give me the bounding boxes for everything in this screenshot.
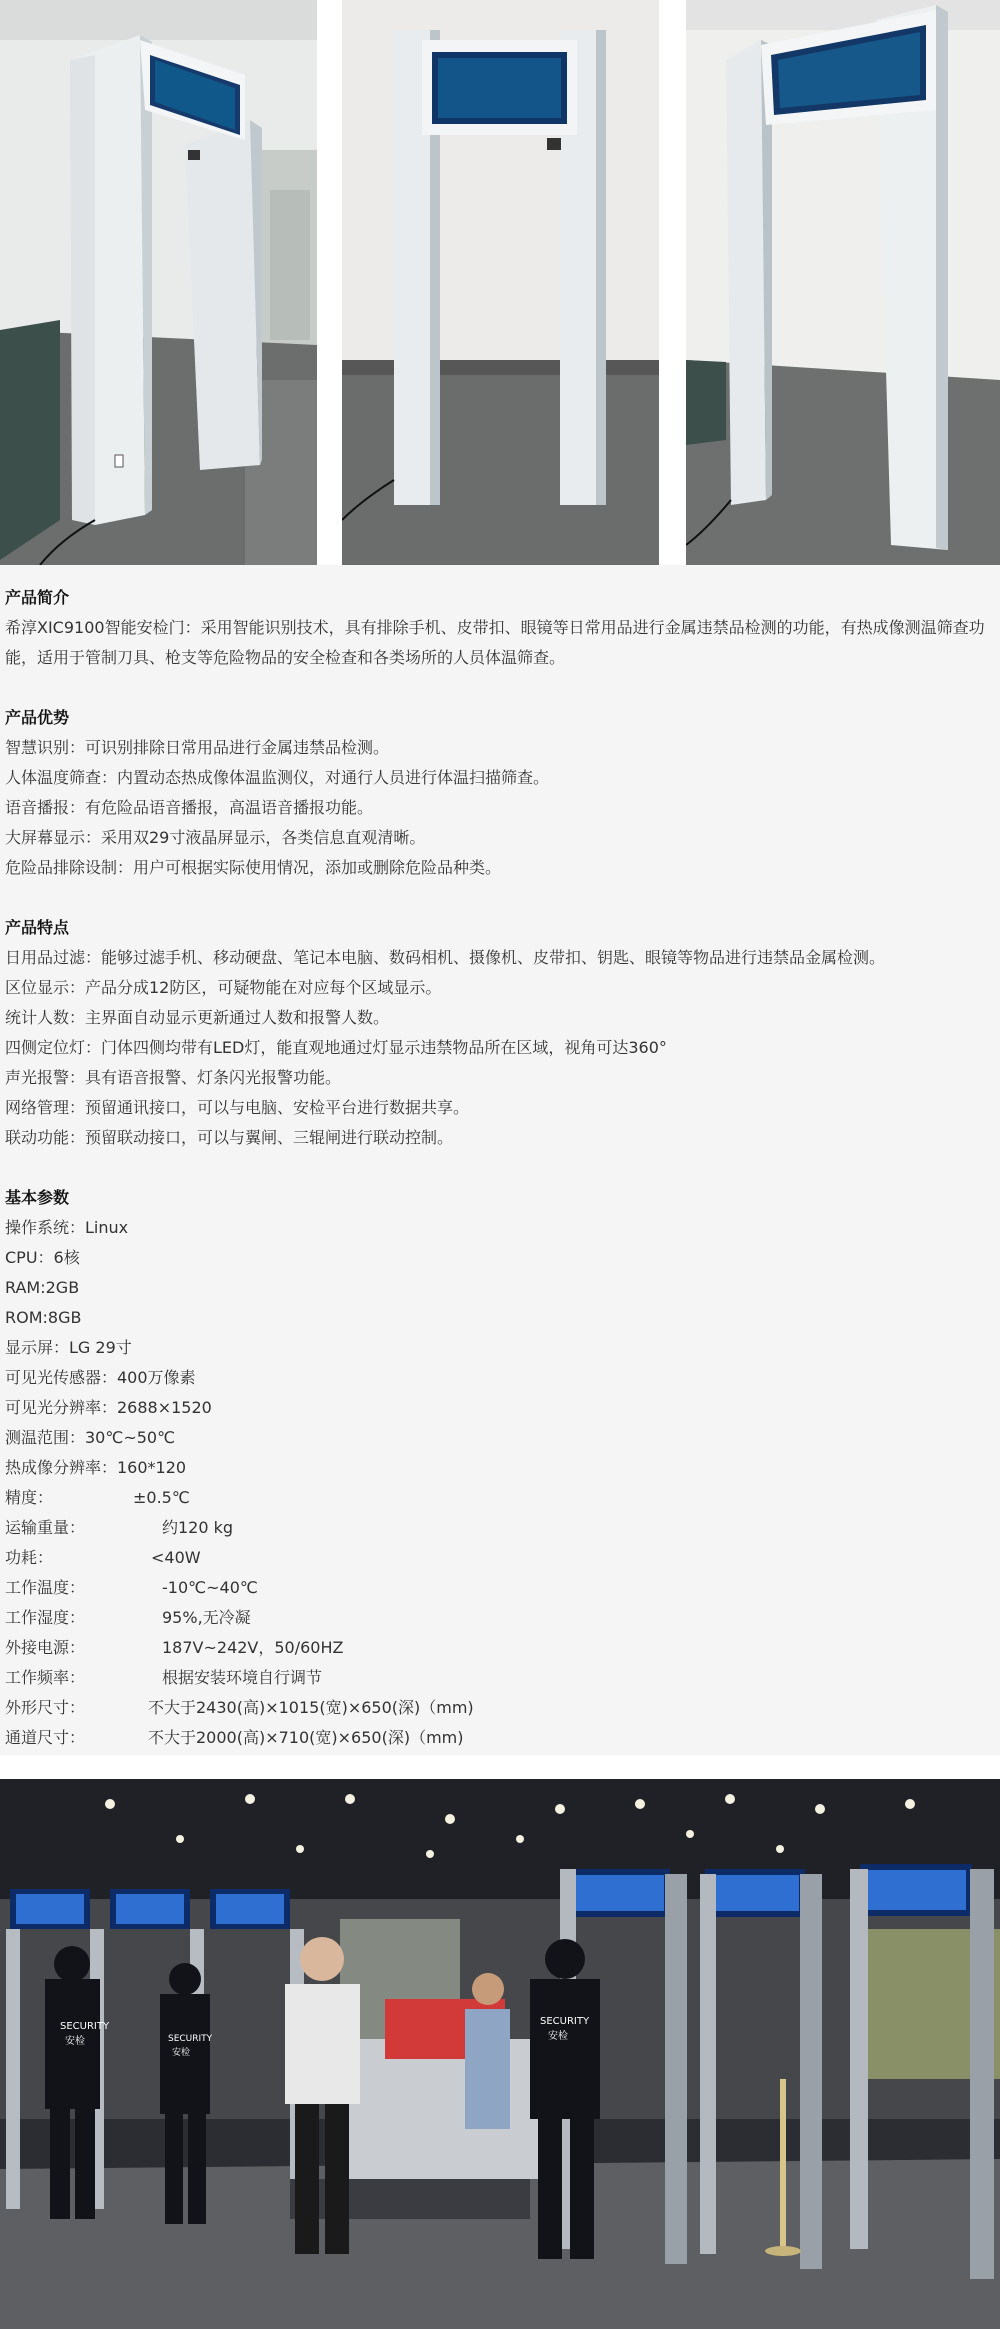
spec-value: 根据安装环境自行调节	[162, 1668, 323, 1687]
product-description	[0, 565, 1000, 1755]
specs-section	[5, 1183, 1000, 1753]
feature-item: 网络管理：预留通讯接口，可以与电脑、安检平台进行数据共享。	[5, 1098, 470, 1117]
security-badge-text-en: SECURITY	[540, 2016, 590, 2027]
product-photo-strip	[0, 0, 1000, 565]
spec-label: 工作湿度：	[5, 1608, 86, 1627]
spec-label: 通道尺寸：	[5, 1728, 86, 1747]
spec-item: ROM:8GB	[5, 1308, 82, 1327]
feature-item: 四侧定位灯：门体四侧均带有LED灯，能直观地通过灯显示违禁物品所在区域，视角可达360°	[5, 1038, 667, 1057]
spec-value: 95%,无冷凝	[162, 1608, 251, 1627]
gate-photo-front	[342, 0, 659, 565]
advantage-item: 大屏幕显示：采用双29寸液晶屏显示，各类信息直观清晰。	[5, 828, 426, 847]
spec-item: 可见光传感器：400万像素	[5, 1368, 196, 1387]
spec-item	[5, 1723, 1000, 1753]
advantage-item: 人体温度筛查：内置动态热成像体温监测仪，对通行人员进行体温扫描筛查。	[5, 768, 550, 787]
spec-label: 精度：	[5, 1488, 54, 1507]
spec-label: 工作温度：	[5, 1578, 86, 1597]
features-section	[5, 913, 1000, 1153]
spec-item	[5, 1573, 1000, 1603]
installation-scene-photo	[0, 1779, 1000, 2329]
spec-item: 显示屏：LG 29寸	[5, 1338, 132, 1357]
feature-item: 统计人数：主界面自动显示更新通过人数和报警人数。	[5, 1008, 390, 1027]
advantage-item: 语音播报：有危险品语音播报，高温语音播报功能。	[5, 798, 374, 817]
spec-item: 热成像分辨率：160*120	[5, 1458, 187, 1477]
spec-value: 187V~242V，50/60HZ	[162, 1638, 344, 1657]
spec-value: ±0.5℃	[133, 1488, 190, 1507]
spec-value: -10℃~40℃	[162, 1578, 258, 1597]
spec-label: 外形尺寸：	[5, 1698, 86, 1717]
advantage-item: 危险品排除设制：用户可根据实际使用情况，添加或删除危险品种类。	[5, 858, 502, 877]
feature-item: 联动功能：预留联动接口，可以与翼闸、三辊闸进行联动控制。	[5, 1128, 454, 1147]
intro-title: 产品简介	[5, 588, 70, 607]
feature-item: 区位显示：产品分成12防区，可疑物能在对应每个区域显示。	[5, 978, 442, 997]
spec-item	[5, 1513, 1000, 1543]
spec-item	[5, 1543, 1000, 1573]
security-badge-text: 安检	[548, 2031, 568, 2042]
intro-text: 希淳XIC9100智能安检门：采用智能识别技术，具有排除手机、皮带扣、眼镜等日常用品进行金属违禁品检测的功能，有热成像测温筛查功能，适用于管制刀具、枪支等危险物品的安全检查和各类场所的人员体温筛查。	[5, 618, 985, 667]
spec-item	[5, 1663, 1000, 1693]
security-badge-text-en: SECURITY	[60, 2021, 110, 2032]
spec-label: 运输重量：	[5, 1518, 86, 1537]
spec-value: 不大于2000(高)×710(宽)×650(深)（mm)	[148, 1728, 464, 1747]
intro-section	[5, 583, 1000, 673]
spec-item: CPU：6核	[5, 1248, 80, 1267]
spec-item	[5, 1633, 1000, 1663]
gate-photo-angle-right	[686, 0, 1000, 565]
spec-item: RAM:2GB	[5, 1278, 80, 1297]
spec-label: 功耗：	[5, 1548, 54, 1567]
gate-photo-angle-left	[0, 0, 317, 565]
specs-title: 基本参数	[5, 1188, 70, 1207]
advantages-title: 产品优势	[5, 708, 70, 727]
spec-item	[5, 1483, 1000, 1513]
spec-value: <40W	[151, 1548, 201, 1567]
spec-item: 测温范围：30℃~50℃	[5, 1428, 176, 1447]
spec-value: 约120 kg	[162, 1518, 234, 1537]
spec-item: 可见光分辨率：2688×1520	[5, 1398, 212, 1417]
security-badge-text-en: SECURITY	[168, 2034, 213, 2044]
feature-item: 日用品过滤：能够过滤手机、移动硬盘、笔记本电脑、数码相机、摄像机、皮带扣、钥匙、眼镜等物品进行违禁品金属检测。	[5, 948, 886, 967]
features-title: 产品特点	[5, 918, 70, 937]
spec-item: 操作系统：Linux	[5, 1218, 129, 1237]
advantage-item: 智慧识别：可识别排除日常用品进行金属违禁品检测。	[5, 738, 390, 757]
spec-item	[5, 1693, 1000, 1723]
spec-item	[5, 1603, 1000, 1633]
spec-label: 外接电源：	[5, 1638, 86, 1657]
security-badge-text: 安检	[65, 2036, 85, 2047]
feature-item: 声光报警：具有语音报警、灯条闪光报警功能。	[5, 1068, 342, 1087]
spec-label: 工作频率：	[5, 1668, 86, 1687]
spec-value: 不大于2430(高)×1015(宽)×650(深)（mm)	[148, 1698, 474, 1717]
advantages-section	[5, 703, 1000, 883]
security-badge-text: 安检	[172, 2048, 191, 2058]
